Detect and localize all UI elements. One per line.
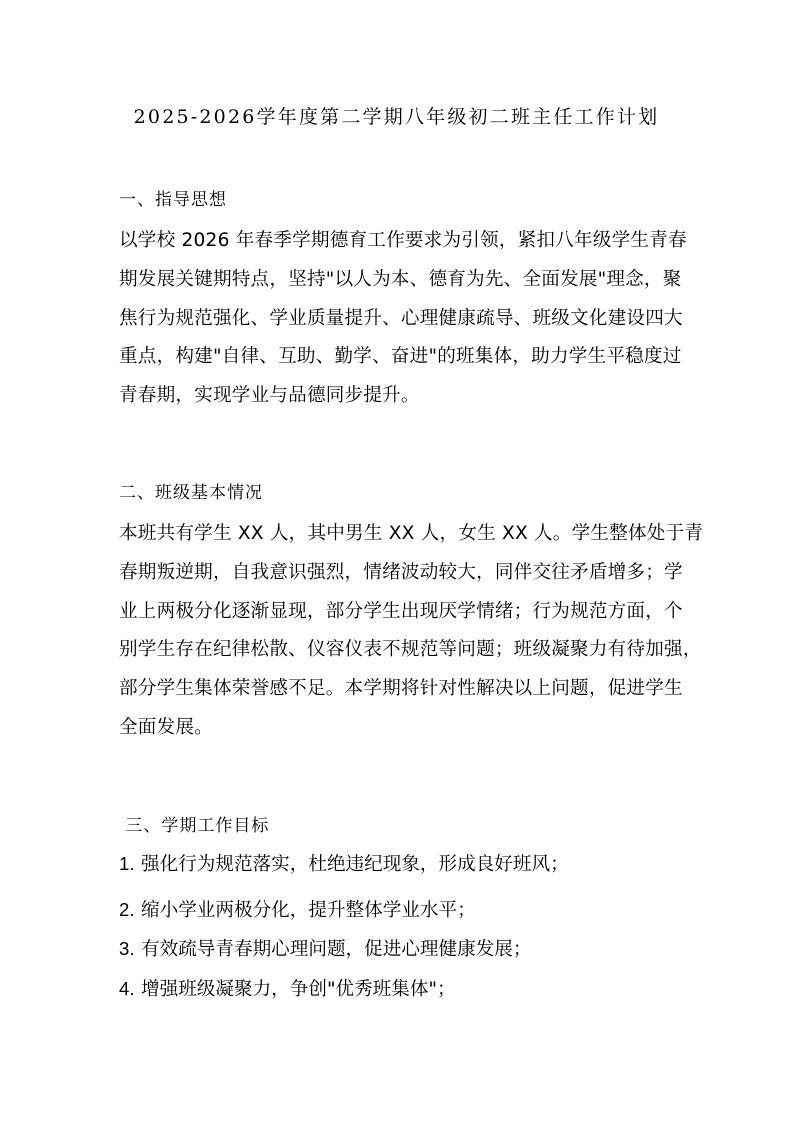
section-heading-guiding-ideology: 一、指导思想 [119,190,227,210]
paragraph-line: 部分学生集体荣誉感不足。本学期将针对性解决以上问题，促进学生 [119,678,683,700]
goal-number: 1. [119,853,135,874]
section-heading-class-overview: 二、班级基本情况 [119,483,263,503]
section-paragraph-class-overview [119,515,704,748]
paragraph-line: 本班共有学生 XX 人，其中男生 XX 人，女生 XX 人。学生整体处于青 [119,523,704,544]
paragraph-line: 全面发展。 [119,716,213,738]
paragraph-line: 业上两极分化逐渐显现，部分学生出现厌学情绪；行为规范方面，个 [119,600,683,622]
goal-text: 缩小学业两极分化，提升整体学业水平； [141,900,476,921]
paragraph-line: 春期叛逆期，自我意识强烈，情绪波动较大，同伴交往矛盾增多；学 [119,561,683,583]
goal-text: 增强班级凝聚力，争创"优秀班集体"； [141,979,456,1000]
document-title: 2025-2026学年度第二学期八年级初二班主任工作计划 [133,106,660,128]
paragraph-line: 焦行为规范强化、学业质量提升、心理健康疏导、班级文化建设四大 [119,307,683,329]
paragraph-line: 期发展关键期特点，坚持"以人为本、德育为先、全面发展"理念，聚 [119,268,682,290]
section-heading-semester-goals: 三、学期工作目标 [119,816,270,836]
goal-list-item [119,898,476,923]
goal-number: 3. [119,938,135,959]
paragraph-line: 别学生存在纪律松散、仪容仪表不规范等问题；班级凝聚力有待加强， [119,639,702,661]
paragraph-line: 青春期，实现学业与品德同步提升。 [119,385,420,407]
goal-list-item [119,852,569,877]
goal-list-item [119,937,531,962]
paragraph-line: 以学校 2026 年春季学期德育工作要求为引领，紧扣八年级学生青春 [119,230,687,251]
goal-list-item [119,977,456,1002]
section-paragraph-guiding-ideology [119,222,687,416]
goal-text: 强化行为规范落实，杜绝违纪现象，形成良好班风； [141,854,569,875]
goal-text: 有效疏导青春期心理问题，促进心理健康发展； [141,939,532,960]
goal-number: 2. [119,899,135,920]
paragraph-line: 重点，构建"自律、互助、勤学、奋进"的班集体，助力学生平稳度过 [119,346,682,368]
goal-number: 4. [119,978,135,999]
